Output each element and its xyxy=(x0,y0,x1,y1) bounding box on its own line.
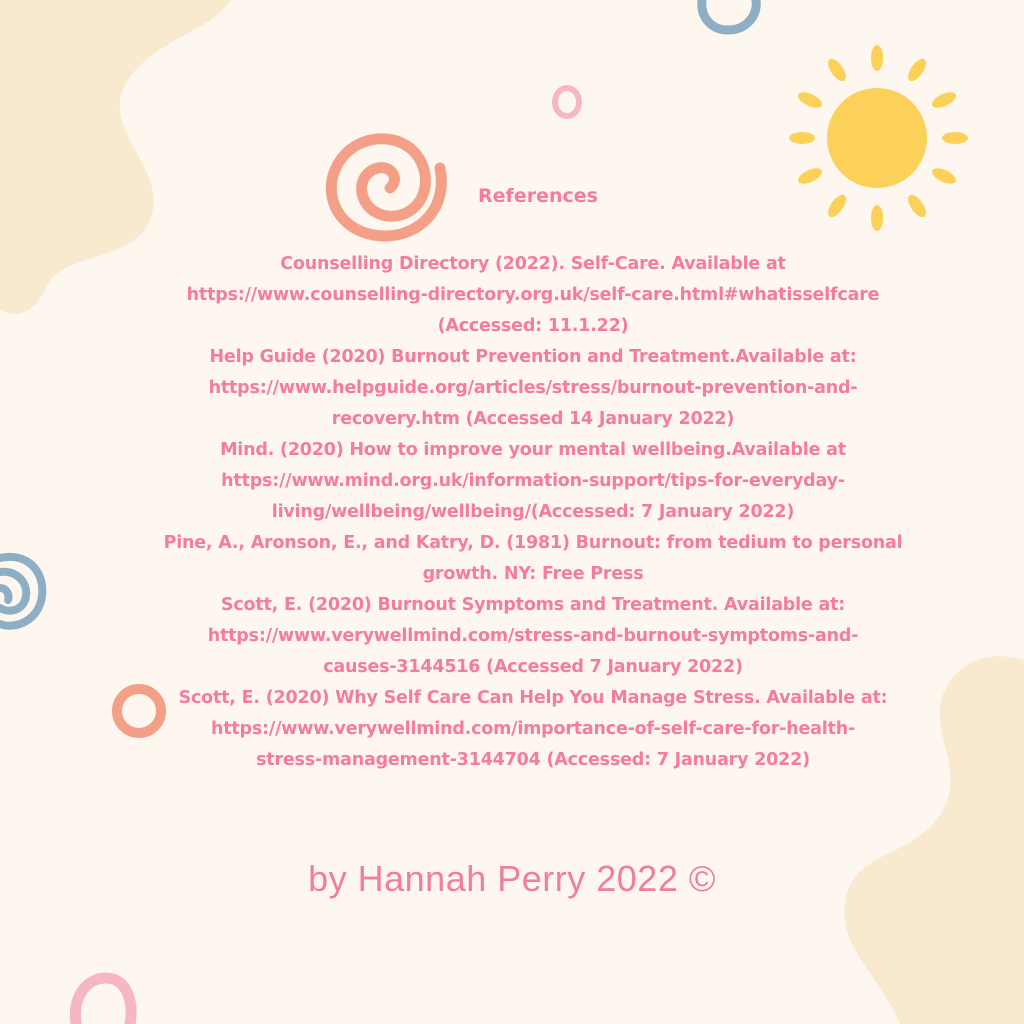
reference-item xyxy=(150,683,916,776)
reference-line: Mind. (2020) How to improve your mental wellbeing.Available at xyxy=(220,440,846,460)
reference-line: Help Guide (2020) Burnout Prevention and Treatment.Available at: xyxy=(209,347,857,367)
reference-link[interactable]: https://www.mind.org.uk/information-support/tips-for-everyday- xyxy=(221,471,845,491)
reference-line: Counselling Directory (2022). Self-Care. Available at xyxy=(280,254,786,274)
reference-line: (Accessed: 11.1.22) xyxy=(437,316,629,336)
reference-item xyxy=(150,342,916,435)
reference-link[interactable]: https://www.verywellmind.com/stress-and-burnout-symptoms-and- xyxy=(207,626,859,646)
author-byline: by Hannah Perry 2022 © xyxy=(308,858,716,899)
reference-line: stress-management-3144704 (Accessed: 7 January 2022) xyxy=(256,750,810,770)
references-heading: References xyxy=(478,185,598,207)
reference-item xyxy=(150,590,916,683)
reference-line: living/wellbeing/wellbeing/(Accessed: 7 January 2022) xyxy=(271,502,795,522)
reference-item xyxy=(150,435,916,528)
reference-item xyxy=(150,528,916,590)
spiral-icon-blue xyxy=(0,557,42,626)
reference-line: Scott, E. (2020) Burnout Symptoms and Treatment. Available at: xyxy=(220,595,846,615)
references-list xyxy=(150,249,916,776)
references-section xyxy=(150,185,916,776)
reference-link[interactable]: https://www.verywellmind.com/importance-of-self-care-for-health- xyxy=(210,719,856,739)
reference-item xyxy=(150,249,916,342)
ring-icon-blue-top xyxy=(702,0,756,30)
ring-icon-pink-bottom xyxy=(75,978,131,1024)
ring-icon-pink-small xyxy=(555,88,579,116)
reference-link[interactable]: https://www.helpguide.org/articles/stress/burnout-prevention-and- xyxy=(208,378,858,398)
reference-line: Scott, E. (2020) Why Self Care Can Help You Manage Stress. Available at: xyxy=(178,688,888,708)
reference-line: causes-3144516 (Accessed 7 January 2022) xyxy=(323,657,743,677)
reference-line: growth. NY: Free Press xyxy=(422,564,644,584)
reference-link[interactable]: https://www.counselling-directory.org.uk/self-care.html#whatisselfcare xyxy=(186,285,880,305)
reference-line: Pine, A., Aronson, E., and Katry, D. (1981) Burnout: from tedium to personal xyxy=(163,533,903,553)
reference-line: recovery.htm (Accessed 14 January 2022) xyxy=(331,409,735,429)
